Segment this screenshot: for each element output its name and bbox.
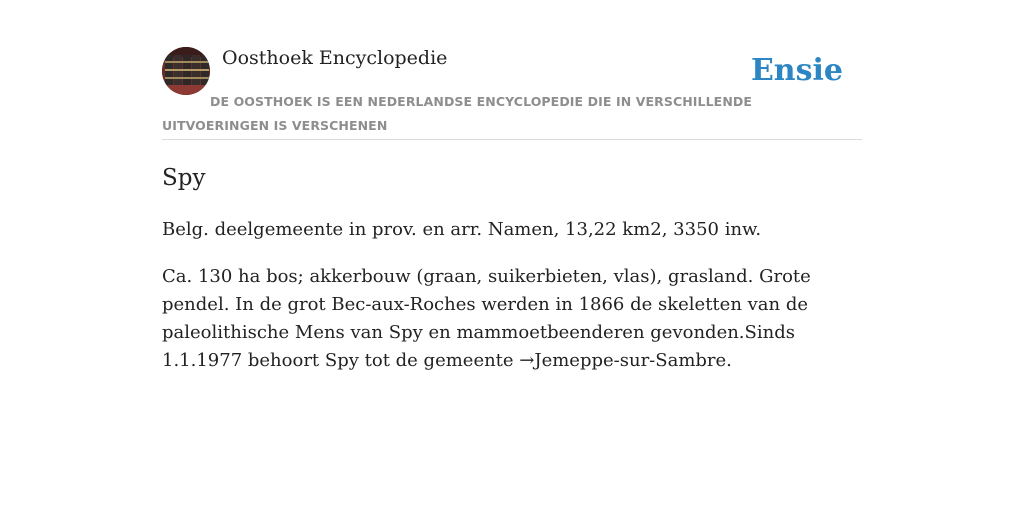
brand-logo[interactable]: Ensie bbox=[750, 53, 843, 88]
article-title: Spy bbox=[162, 165, 206, 191]
article-paragraph: Belg. deelgemeente in prov. en arr. Namen, 13,22 km2, 3350 inw. bbox=[162, 219, 762, 240]
source-header bbox=[162, 46, 862, 140]
source-title[interactable]: Oosthoek Encyclopedie bbox=[222, 47, 448, 69]
source-avatar-icon[interactable] bbox=[162, 47, 210, 95]
article-body bbox=[162, 216, 862, 394]
source-description: DE OOSTHOEK IS EEN NEDERLANDSE ENCYCLOPEDIE DIE IN VERSCHILLENDE UITVOERINGEN IS VERSCHENEN bbox=[162, 94, 752, 133]
article-paragraph: Ca. 130 ha bos; akkerbouw (graan, suikerbieten, vlas), grasland. Grote pendel. In de grot Bec-aux-Roches werden in 1866 de skeletten van de paleolithische Mens van Spy en mammoetbeenderen gevonden.Sinds 1.1.1977 behoort Spy tot de gemeente →Jemeppe-sur-Sambre. bbox=[162, 266, 811, 371]
